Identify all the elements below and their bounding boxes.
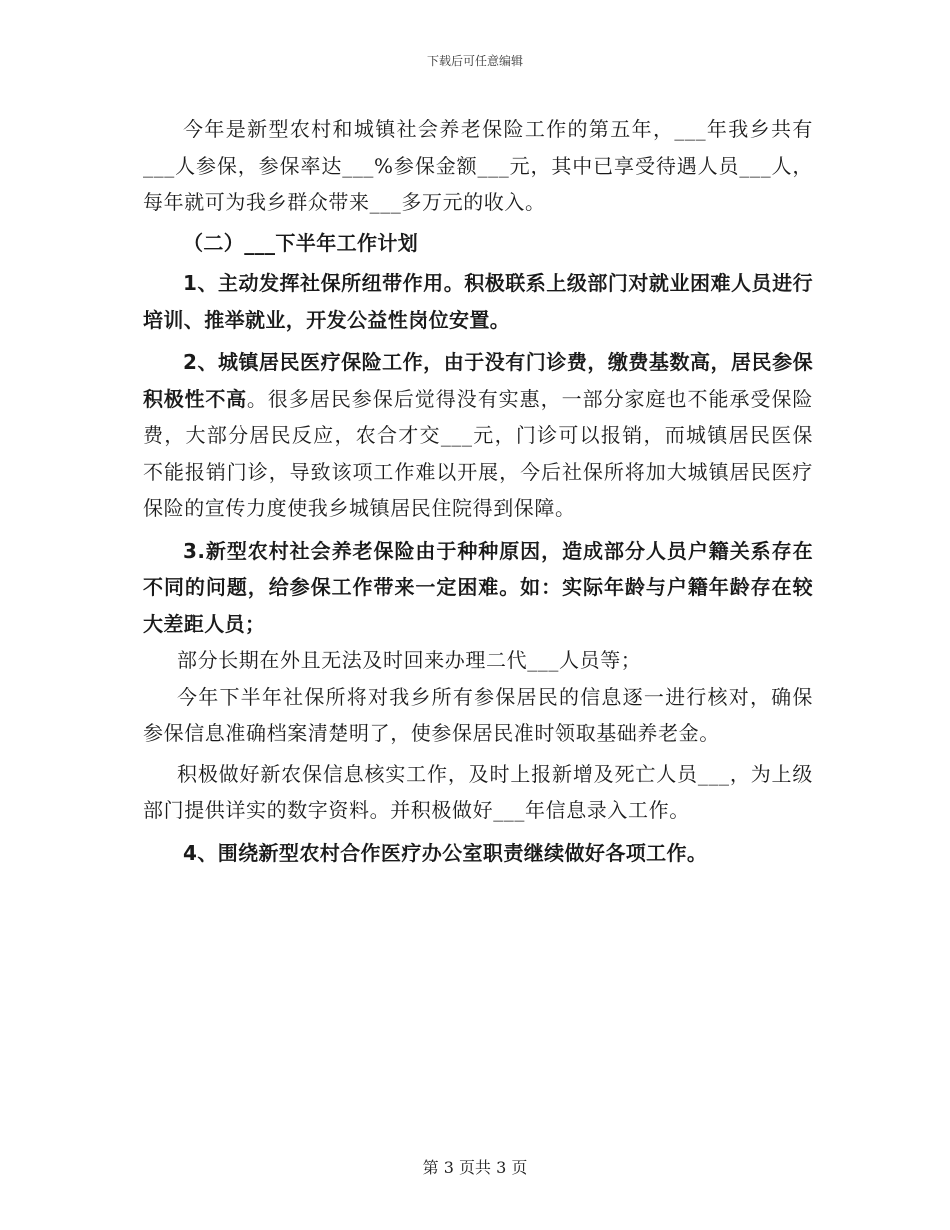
paragraph-item-3-detail-b: 今年下半年社保所将对我乡所有参保居民的信息逐一进行核对，确保参保信息准确档案清楚明了，使参保居民准时领取基础养老金。 [143, 684, 813, 745]
section-heading-work-plan: （二）___下半年工作计划 [183, 230, 419, 255]
paragraph-item-4: 4、围绕新型农村合作医疗办公室职责继续做好各项工作。 [183, 840, 708, 865]
paragraph-item-1: 1、主动发挥社保所纽带作用。积极联系上级部门对就业困难人员进行培训、推举就业，开发公益性岗位安置。 [143, 271, 813, 332]
paragraph-item-3-detail-c: 积极做好新农保信息核实工作，及时上报新增及死亡人员___，为上级部门提供详实的数字资料。并积极做好___年信息录入工作。 [143, 761, 813, 822]
document-body [143, 111, 813, 871]
paragraph-item-2 [143, 344, 813, 527]
paragraph-pension-summary: 今年是新型农村和城镇社会养老保险工作的第五年，___年我乡共有___人参保，参保率达___%参保金额___元，其中已享受待遇人员___人，每年就可为我乡群众带来___多万元的收入。 [143, 117, 813, 214]
paragraph-item-3: 3.新型农村社会养老保险由于种种原因，造成部分人员户籍关系存在不同的问题，给参保工作带来一定困难。如：实际年龄与户籍年龄存在较大差距人员； [143, 538, 813, 636]
paragraph-item-2-body: 。很多居民参保后觉得没有实惠，一部分家庭也不能承受保险费，大部分居民反应，农合才交___元，门诊可以报销，而城镇居民医保不能报销门诊，导致该项工作难以开展，今后社保所将加大城镇居民医疗保险的宣传力度使我乡城镇居民住院得到保障。 [143, 386, 813, 520]
page-footer: 第 3 页共 3 页 [422, 1158, 528, 1177]
paragraph-item-2-lead: 2、城镇居民医疗保险工作，由于没有门诊费，缴费基数高，居民参保积极性不高 [143, 350, 813, 411]
paragraph-item-3-detail-a: 部分长期在外且无法及时回来办理二代___人员等； [177, 648, 642, 672]
page-header: 下载后可任意编辑 [426, 54, 523, 68]
